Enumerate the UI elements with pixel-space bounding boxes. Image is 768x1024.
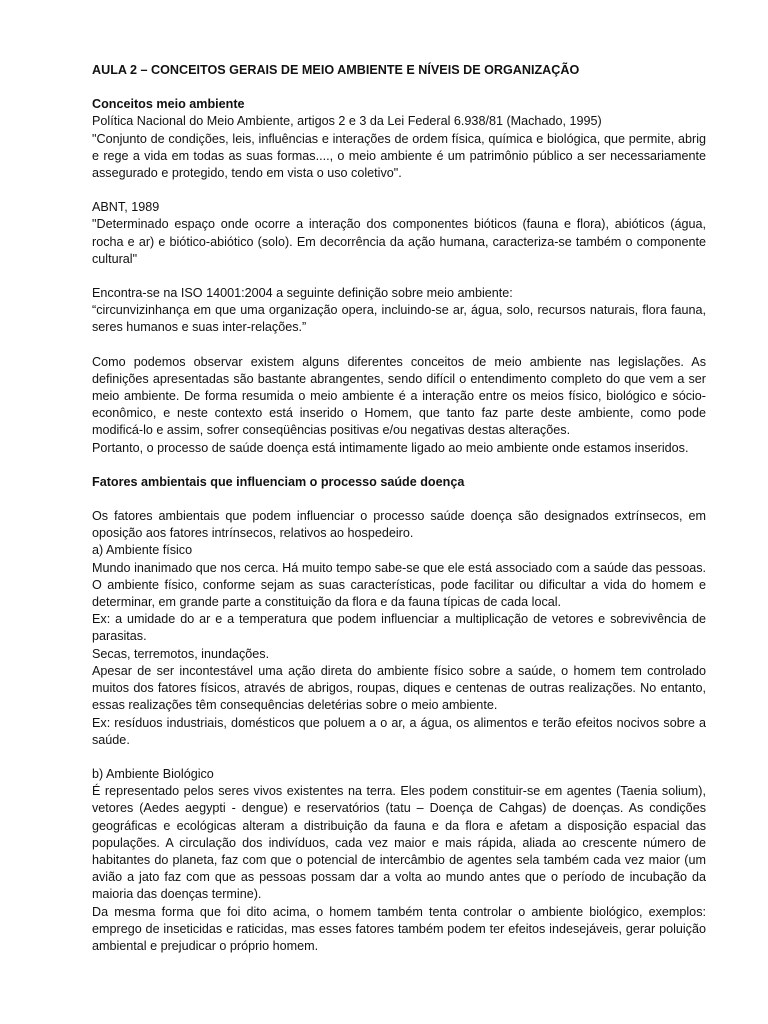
paragraph-fatores-intro: Os fatores ambientais que podem influenciar o processo saúde doença são designados extrínsecos, em oposição aos fatores intrínsecos, relativos ao hospedeiro. (92, 509, 706, 541)
paragraph-biologico-1: É representado pelos seres vivos existentes na terra. Eles podem constituir-se em agentes (Taenia solium), vetores (Aedes aegypti - dengue) e reservatórios (tatu – Doença de Cahgas) de doenças. As condições geográficas e ecológicas alteram a distribuição da fauna e da flora e afetam a disposição espacial das populações. A circulação dos indivíduos, cada vez maior e mais rápida, aliada ao crescente número de habitantes do planeta, faz com que o potencial de intercâmbio de agentes sela também cada vez maior (um avião a jato faz com que as pessoas possam dar a volta ao mundo antes que o período de incubação da maioria das doenças termine). (92, 784, 706, 902)
reference-pnma: Política Nacional do Meio Ambiente, artigos 2 e 3 da Lei Federal 6.938/81 (Machado, 1995) (92, 114, 602, 129)
list-item-ambiente-biologico: b) Ambiente Biológico (92, 766, 214, 781)
paragraph-conceitos: Como podemos observar existem alguns diferentes conceitos de meio ambiente nas legislações. As definições apresentadas são bastante abrangentes, sendo difícil o entendimento completo do que vem a ser meio ambiente. De forma resumida o meio ambiente é a interação entre os meios físico, biológico e sócio-econômico, e neste contexto está inserido o Homem, que tanto faz parte deste ambiente, como pode modificá-lo e assim, sofrer conseqüências positivas e/ou negativas destas alterações. (92, 354, 706, 438)
document-body (92, 62, 706, 955)
quote-abnt: "Determinado espaço onde ocorre a interação dos componentes bióticos (fauna e flora), abióticos (água, rocha e ar) e biótico-abiótico (solo). Em decorrência da ação humana, caracteriza-se também o componente cultural" (92, 217, 706, 266)
reference-abnt: ABNT, 1989 (92, 200, 160, 215)
paragraph-fisico-ex2: Ex: resíduos industriais, domésticos que poluem a o ar, a água, os alimentos e terão efeitos nocivos sobre a saúde. (92, 715, 706, 747)
list-item-ambiente-fisico: a) Ambiente físico (92, 543, 193, 558)
paragraph-fisico-ex1: Ex: a umidade do ar e a temperatura que podem influenciar a multiplicação de vetores e sobrevivência de parasitas. (92, 612, 706, 644)
reference-iso: Encontra-se na ISO 14001:2004 a seguinte definição sobre meio ambiente: (92, 286, 513, 301)
quote-iso: “circunvizinhança em que uma organização opera, incluindo-se ar, água, solo, recursos naturais, flora fauna, seres humanos e suas inter-relações.” (92, 303, 706, 335)
quote-pnma: "Conjunto de condições, leis, influências e interações de ordem física, química e biológica, que permite, abrig e rege a vida em todas as suas formas...., o meio ambiente é um patrimônio público a ser necessariamente assegurado e protegido, tendo em vista o uso coletivo". (92, 131, 706, 181)
paragraph-fisico-secas: Secas, terremotos, inundações. (92, 646, 270, 661)
section-heading-conceitos: Conceitos meio ambiente (92, 97, 245, 112)
paragraph-fisico-2: Apesar de ser incontestável uma ação direta do ambiente físico sobre a saúde, o homem tem controlado muitos dos fatores físicos, através de abrigos, roupas, diques e centenas de outras realizações. No entanto, essas realizações têm consequências deletérias sobre o meio ambiente. (92, 663, 706, 713)
section-heading-fatores: Fatores ambientais que influenciam o processo saúde doença (92, 474, 465, 489)
paragraph-portanto: Portanto, o processo de saúde doença está intimamente ligado ao meio ambiente onde estamos inseridos. (92, 440, 689, 455)
paragraph-fisico-1: Mundo inanimado que nos cerca. Há muito tempo sabe-se que ele está associado com a saúde das pessoas. O ambiente físico, conforme sejam as suas características, pode facilitar ou dificultar a vida do homem e determinar, em grande parte a constituição da flora e da fauna típicas de cada local. (92, 560, 706, 610)
paragraph-biologico-2: Da mesma forma que foi dito acima, o homem também tenta controlar o ambiente biológico, exemplos: emprego de inseticidas e raticidas, mas esses fatores também podem ter efeitos indesejáveis, gerar poluição ambiental e prejudicar o próprio homem. (92, 904, 706, 953)
document-title: AULA 2 – CONCEITOS GERAIS DE MEIO AMBIENTE E NÍVEIS DE ORGANIZAÇÃO (92, 63, 580, 77)
